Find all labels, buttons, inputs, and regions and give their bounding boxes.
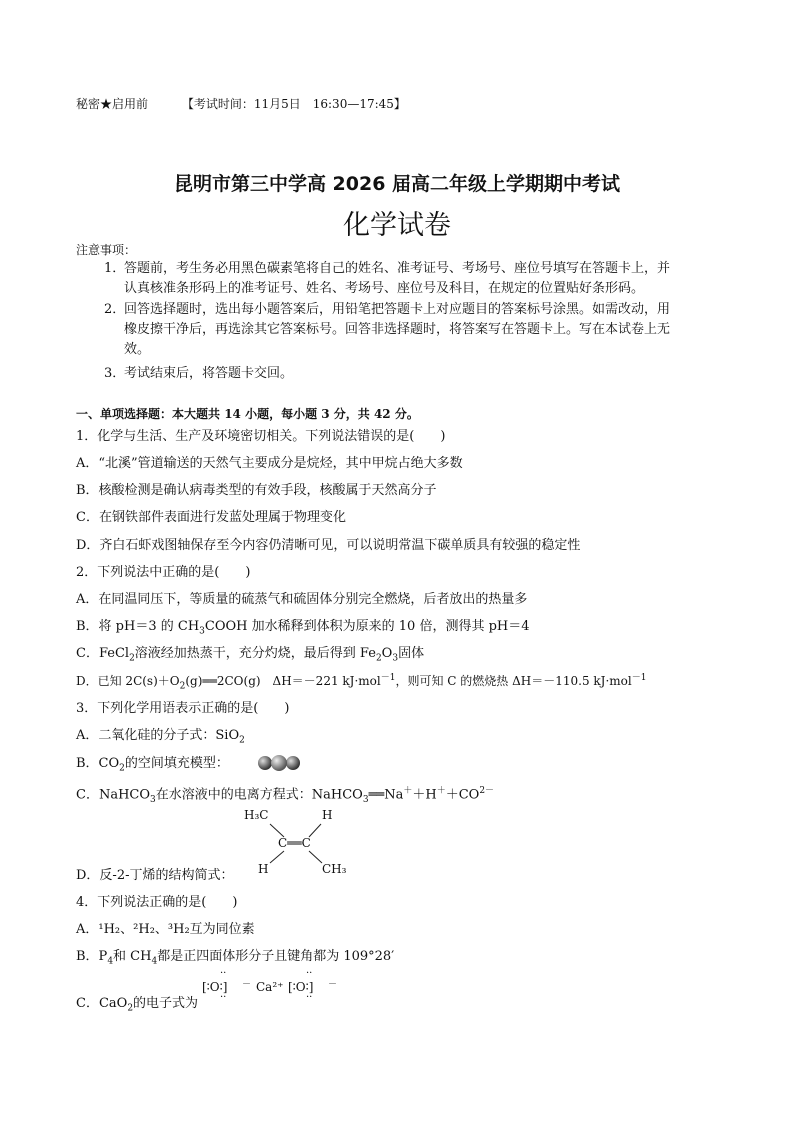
cao2-electron-formula: ·· [∶O∶] － ·· Ca²⁺ ·· [∶O∶] － ·· [202,968,338,1003]
h-bottom-label: H [258,862,269,876]
q1-option-a: A．“北溪”管道输送的天然气主要成分是烷烃，其中甲烷占绝大多数 [76,456,463,471]
q4-option-c: C．CaO$_2$的电子式为 [76,996,199,1014]
co2-space-filling-model [257,754,302,772]
double-bond-label: C══C [278,836,311,850]
q3-option-d: D．反-2-丁烯的结构简式： [76,868,234,883]
q4-stem: 4．下列说法正确的是( ) [76,895,238,910]
h3c-label: H₃C [244,808,269,822]
exam-time: 【考试时间：11月5日 16:30—17:45】 [181,97,406,111]
q2-option-b: B．将 pH＝3 的 $CH_3COOH$ 加水稀释到体积为原来的 10 倍，测得其 pH＝4 [76,619,530,637]
q4-option-a: A．¹H₂、²H₂、³H₂互为同位素 [76,922,255,937]
q2-option-c: C．FeCl$_2$溶液经加热蒸干，充分灼烧，最后得到 $Fe_2O_3$固体 [76,646,425,664]
q1-option-c: C．在钢铁部件表面进行发蓝处理属于物理变化 [76,510,346,525]
trans-2-butene-structure [238,808,358,880]
q1-stem: 1．化学与生活、生产及环境密切相关。下列说法错误的是( ) [76,429,446,444]
q1-option-b: B．核酸检测是确认病毒类型的有效手段，核酸属于天然高分子 [76,483,437,498]
q3-option-b: B．$CO_2$的空间填充模型： [76,756,229,774]
notice-item-2: 2．回答选择题时，选出每小题答案后，用铅笔把答题卡上对应题目的答案标号涂黑。如需改动，用 橡皮擦干净后，再选涂其它答案标号。回答非选择题时，将答案写在答题卡上。写在本试卷上无 效。 [104,302,671,357]
q3-option-c: C．NaHCO$_3$在水溶液中的电离方程式：$NaHCO_3══Na^++H^++CO^{2-}$ [76,786,495,805]
section-header: 一、单项选择题：本大题共 14 小题，每小题 3 分，共 42 分。 [76,407,419,421]
secret-label: 秘密★启用前 [76,97,149,111]
q3-option-a: A．二氧化硅的分子式：SiO$_2$ [76,728,245,746]
notice-item-3: 3．考试结束后，将答题卡交回。 [104,366,294,381]
q2-option-d: D．已知 $2C(s)+O_2(g)══2CO(g)$ ΔH＝－221 kJ·mol$^{-1}$，则可知 C 的燃烧热 ΔH＝－110.5 kJ·mol$^{-1}$ [76,673,647,692]
page-title: 昆明市第三中学高 2026 届高二年级上学期期中考试 [173,173,621,195]
q2-option-a: A．在同温同压下，等质量的硫蒸气和硫固体分别完全燃烧，后者放出的热量多 [76,592,528,607]
q2-stem: 2．下列说法中正确的是( ) [76,565,251,580]
ch3-label: CH₃ [322,862,347,876]
exam-header [76,95,406,112]
q3-stem: 3．下列化学用语表示正确的是( ) [76,701,290,716]
notice-label: 注意事项： [76,243,137,257]
q1-option-d: D．齐白石虾戏图轴保存至今内容仍清晰可见，可以说明常温下碳单质具有较强的稳定性 [76,538,581,553]
h-top-label: H [322,808,333,822]
notice-item-1: 1．答题前，考生务必用黑色碳素笔将自己的姓名、准考证号、考场号、座位号填写在答题卡上，并 认真核准条形码上的准考证号、姓名、考场号、座位号及科目，在规定的位置贴好条形码。 [104,261,671,296]
q4-option-b: B．$P_4$和 $CH_4$都是正四面体形分子且键角都为 109°28′ [76,949,395,967]
page-subtitle: 化学试卷 [343,210,451,241]
